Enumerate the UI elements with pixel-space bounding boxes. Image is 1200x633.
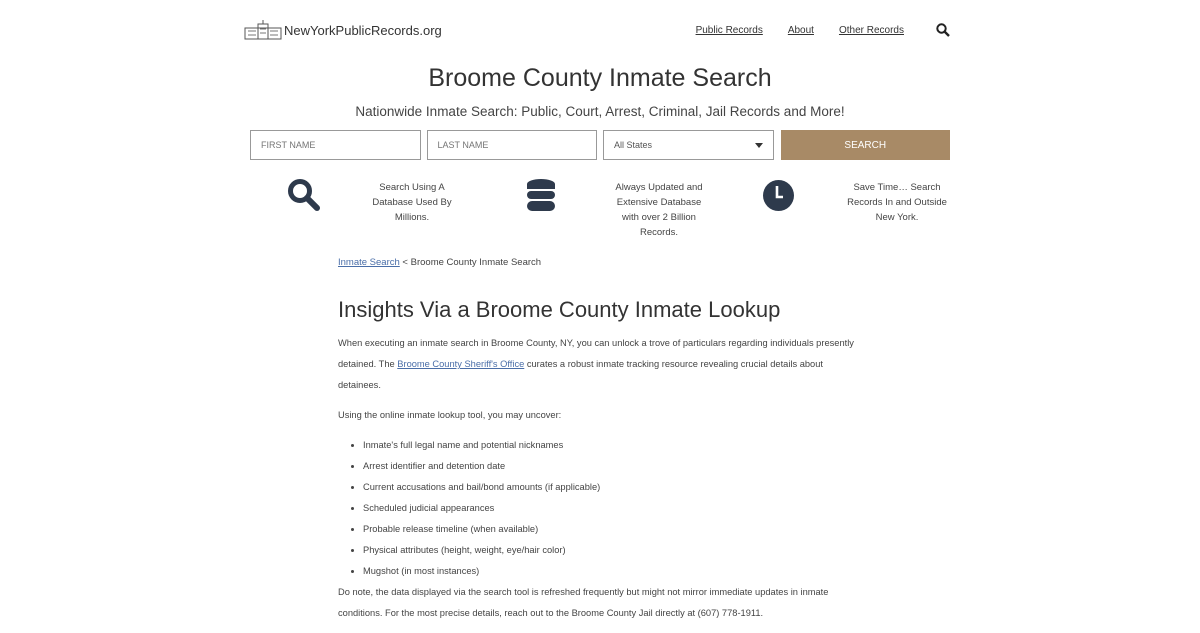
note-paragraph: Do note, the data displayed via the search tool is refreshed frequently but might not mirror immediate updates in inmate conditions. For the most precise details, reach out to the Broome County Jail directly at (607) 778-1911.: [338, 587, 829, 618]
database-icon: [527, 179, 555, 212]
list-item: • Inmate's full legal name and potential nicknames: [363, 435, 868, 456]
intro-paragraph: [338, 333, 868, 396]
nav-other-records[interactable]: Other Records: [838, 25, 904, 36]
first-name-input[interactable]: [250, 130, 421, 160]
breadcrumb-inmate-search[interactable]: Inmate Search: [338, 257, 400, 268]
feature-text: Save Time… Search Records In and Outside New York.: [847, 182, 947, 223]
text: curates a robust inmate tracking resource revealing crucial details about detainees.: [338, 359, 823, 390]
nav-about[interactable]: About: [787, 25, 814, 36]
article-heading: Insights Via a Broome County Inmate Lookup: [338, 297, 781, 322]
list-item: • Probable release timeline (when available): [363, 519, 868, 540]
capitol-building-icon: [244, 20, 282, 40]
search-button[interactable]: SEARCH: [781, 130, 950, 160]
list-item: • Arrest identifier and detention date: [363, 456, 868, 477]
nav-public-records[interactable]: Public Records: [695, 25, 763, 36]
last-name-input[interactable]: [427, 130, 598, 160]
sheriff-office-link[interactable]: Broome County Sheriff's Office: [397, 359, 525, 369]
list-item: • Current accusations and bail/bond amounts (if applicable): [363, 477, 868, 498]
feature-text: Always Updated and Extensive Database with over 2 Billion Records.: [615, 182, 703, 238]
site-logo[interactable]: [244, 20, 442, 40]
feature-text: Search Using A Database Used By Millions.: [372, 182, 452, 223]
list-item: • Mugshot (in most instances): [363, 561, 868, 582]
breadcrumb: [338, 257, 541, 268]
article-body: [338, 333, 868, 633]
clock-icon: [763, 180, 794, 211]
main-nav: [696, 25, 904, 36]
text: When executing an inmate search in Broome County, NY, you can unlock a trove of particulars regarding individuals presently detained. The: [338, 338, 854, 369]
list-item: • Scheduled judicial appearances: [363, 498, 868, 519]
state-select[interactable]: [603, 130, 774, 160]
list-item: • Physical attributes (height, weight, eye/hair color): [363, 540, 868, 561]
chevron-down-icon: [755, 143, 763, 148]
search-icon: [287, 178, 320, 211]
state-select-value: All States: [614, 140, 653, 150]
logo-text: NewYorkPublicRecords.org: [284, 22, 442, 38]
info-list: [363, 435, 868, 582]
search-icon[interactable]: [936, 23, 950, 37]
site-header: [244, 18, 954, 48]
list-intro: Using the online inmate lookup tool, you may uncover:: [338, 410, 562, 420]
search-form: [250, 130, 950, 160]
page-subtitle: Nationwide Inmate Search: Public, Court, Arrest, Criminal, Jail Records and More!: [355, 104, 845, 119]
page-title: Broome County Inmate Search: [428, 64, 772, 92]
breadcrumb-separator: <: [399, 257, 411, 268]
breadcrumb-current: Broome County Inmate Search: [410, 257, 542, 268]
